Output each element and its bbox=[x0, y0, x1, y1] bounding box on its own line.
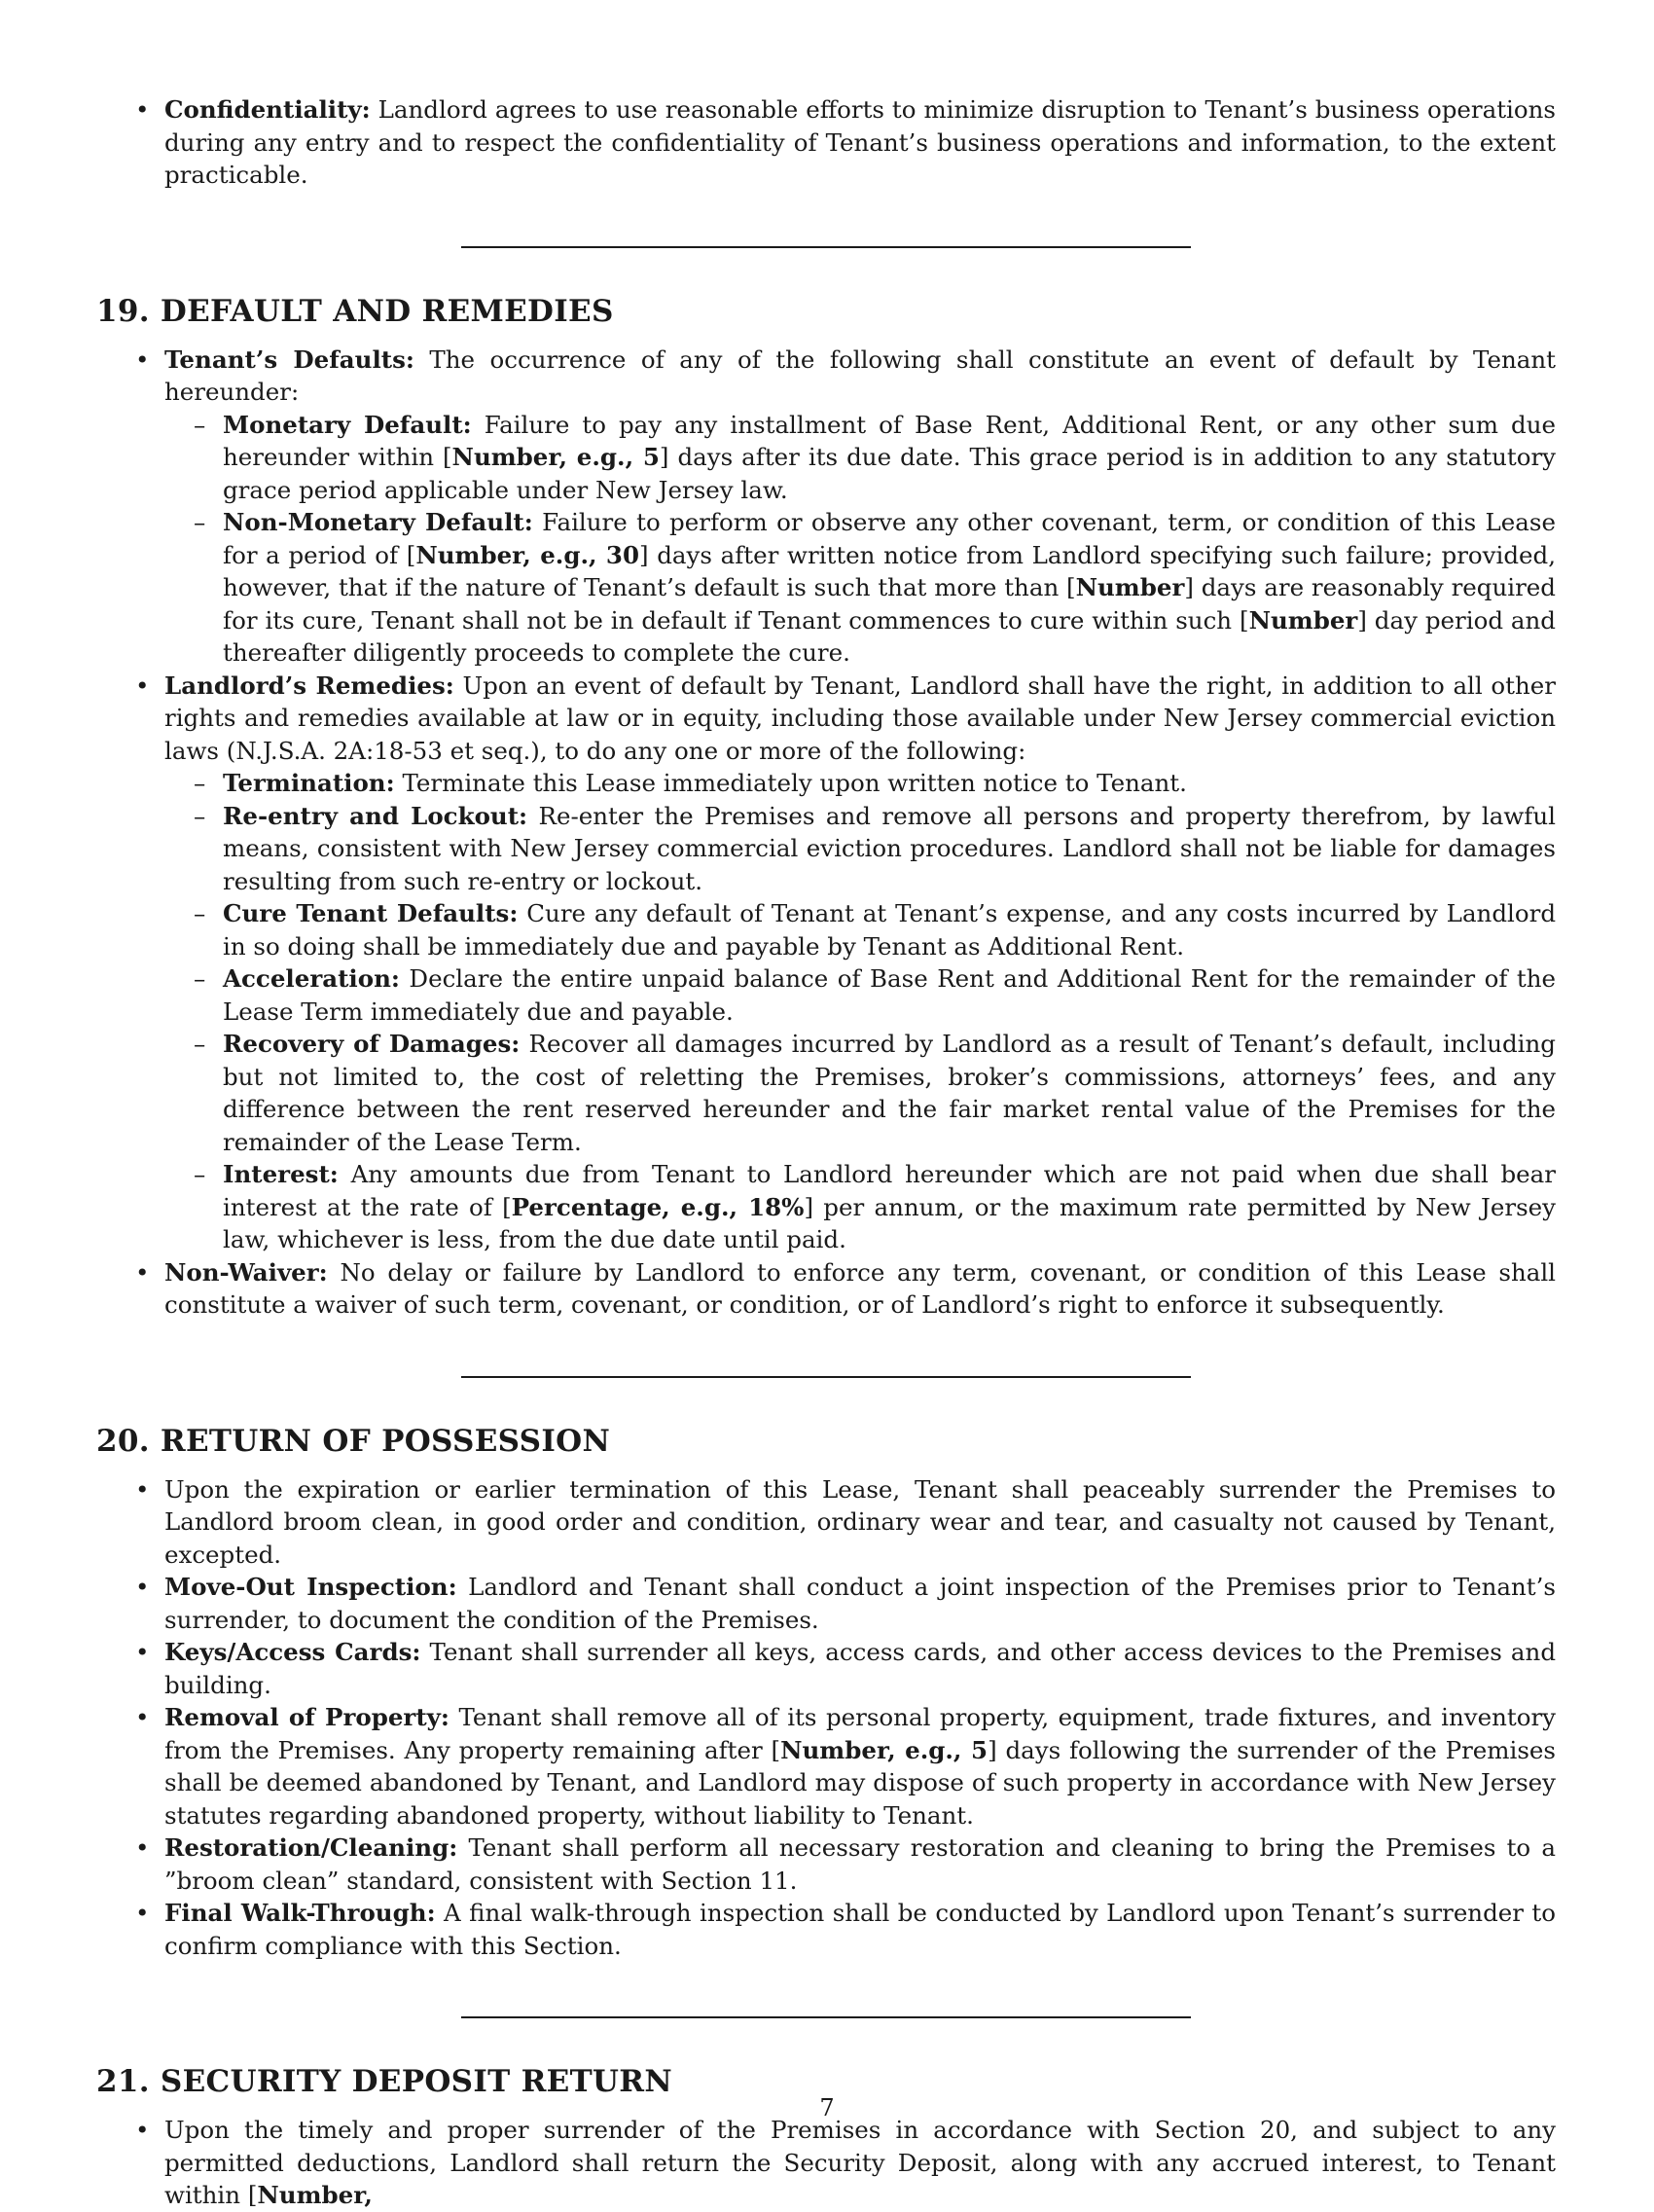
placeholder-field: Number, e.g., 5 bbox=[780, 1735, 989, 1764]
section-20-list bbox=[96, 1473, 1556, 1963]
clause-text: Re-enter the Premises and remove all persons and property therefrom, by lawful means, consistent with New Jersey commercial eviction procedures. Landlord shall not be liable for damages resulting from such re-entry or lockout. bbox=[223, 801, 1556, 895]
list-item bbox=[96, 344, 1556, 670]
section-heading-20: 20. RETURN OF POSSESSION bbox=[96, 1423, 611, 1459]
term-label: Re-entry and Lockout: bbox=[223, 801, 528, 830]
section-heading-21: 21. SECURITY DEPOSIT RETURN bbox=[96, 2064, 672, 2099]
placeholder-field: Number bbox=[1075, 573, 1185, 601]
clause-text: ] day period and thereafter diligently proceeds to complete the cure. bbox=[223, 605, 1556, 667]
term-label: Non-Waiver: bbox=[164, 1257, 328, 1287]
section-heading-19: 19. DEFAULT AND REMEDIES bbox=[96, 293, 614, 329]
sub-list-item bbox=[164, 767, 1556, 800]
clause-text: Upon the expiration or earlier termination of this Lease, Tenant shall peaceably surrender the Premises to Landlord broom clean, in good order and condition, ordinary wear and tear, and casualty not caused by Tenant, excepted. bbox=[164, 1474, 1556, 1569]
confidentiality-list bbox=[96, 93, 1556, 192]
section-divider bbox=[461, 1376, 1191, 1378]
term-label: Move-Out Inspection: bbox=[164, 1573, 457, 1601]
clause-text: Terminate this Lease immediately upon written notice to Tenant. bbox=[402, 769, 1187, 797]
list-item bbox=[96, 1636, 1556, 1701]
clause-text: ] days after written notice from Landlord specifying such failure; provided, however, that if the nature of Tenant’s default is such that more than [ bbox=[223, 540, 1557, 601]
clause-text: Tenant shall surrender all keys, access cards, and other access devices to the Premises and building. bbox=[164, 1638, 1557, 1699]
list-item bbox=[96, 1831, 1556, 1897]
term-label: Monetary Default: bbox=[223, 410, 472, 439]
sub-list-item bbox=[164, 506, 1556, 670]
sub-list bbox=[164, 767, 1556, 1256]
sub-list-item bbox=[164, 962, 1556, 1028]
clause-text: ] days are reasonably required for its cure, Tenant shall not be in default if Tenant commences to cure within such [ bbox=[223, 573, 1556, 635]
clause-text: Landlord agrees to use reasonable efforts to minimize disruption to Tenant’s business operations during any entry and to respect the confidentiality of Tenant’s business operations and information, to the extent practicable. bbox=[164, 95, 1556, 189]
term-label: Removal of Property: bbox=[164, 1703, 449, 1731]
placeholder-field: Number, e.g., 30 bbox=[415, 540, 640, 569]
list-item bbox=[96, 2114, 1556, 2212]
placeholder-field: Number, bbox=[257, 2181, 373, 2209]
clause-text: Recover all damages incurred by Landlord as a result of Tenant’s default, including but not limited to, the cost of reletting the Premises, broker’s commissions, attorneys’ fees, and any difference between the rent reserved hereunder and the fair market rental value of the Premises for the remainder of the Lease Term. bbox=[223, 1030, 1556, 1156]
list-item bbox=[96, 670, 1556, 1256]
sub-list bbox=[164, 409, 1556, 670]
clause-text: ] per annum, or the maximum rate permitted by New Jersey law, whichever is less, from the due date until paid. bbox=[223, 1192, 1556, 1253]
list-item bbox=[96, 1256, 1556, 1322]
clause-text: A final walk-through inspection shall be conducted by Landlord upon Tenant’s surrender to confirm compliance with this Section. bbox=[164, 1899, 1556, 1960]
clause-text: Declare the entire unpaid balance of Base Rent and Additional Rent for the remainder of the Lease Term immediately due and payable. bbox=[223, 964, 1556, 1026]
sub-list-item bbox=[164, 800, 1556, 898]
clause-text: Tenant shall remove all of its personal property, equipment, trade fixtures, and inventory from the Premises. Any property remaining after [ bbox=[164, 1703, 1557, 1764]
clause-text: The occurrence of any of the following shall constitute an event of default by Tenant hereunder: bbox=[164, 344, 1556, 406]
term-label: Landlord’s Remedies: bbox=[164, 671, 454, 700]
term-label: Cure Tenant Defaults: bbox=[223, 899, 519, 927]
list-item bbox=[96, 1571, 1556, 1636]
sub-list-item bbox=[164, 409, 1556, 507]
term-label: Final Walk-Through: bbox=[164, 1899, 436, 1927]
clause-text: Tenant shall perform all necessary restoration and cleaning to bring the Premises to a ”broom clean” standard, consistent with Section 11. bbox=[164, 1833, 1556, 1895]
list-item bbox=[96, 1897, 1556, 1962]
sub-list-item bbox=[164, 1158, 1556, 1256]
clause-text: Failure to pay any installment of Base Rent, Additional Rent, or any other sum due hereunder within [ bbox=[223, 410, 1556, 471]
section-19-list bbox=[96, 344, 1556, 1322]
section-divider bbox=[461, 2016, 1191, 2018]
list-item bbox=[96, 1473, 1556, 1572]
placeholder-field: Number, e.g., 5 bbox=[451, 443, 660, 471]
clause-text: ] days following the surrender of the Premises shall be deemed abandoned by Tenant, and Landlord may dispose of such property in accordance with New Jersey statutes regarding abandoned property, without liability to Tenant. bbox=[164, 1735, 1556, 1830]
clause-text: Landlord and Tenant shall conduct a joint inspection of the Premises prior to Tenant’s surrender, to document the condition of the Premises. bbox=[164, 1573, 1556, 1634]
term-label: Tenant’s Defaults: bbox=[164, 344, 414, 374]
term-label: Termination: bbox=[223, 769, 395, 797]
placeholder-field: Number bbox=[1248, 605, 1358, 635]
sub-list-item bbox=[164, 897, 1556, 962]
clause-text: Failure to perform or observe any other covenant, term, or condition of this Lease for a period of [ bbox=[223, 508, 1556, 569]
page-number: 7 bbox=[819, 2094, 835, 2121]
term-label: Interest: bbox=[223, 1160, 339, 1188]
list-item bbox=[96, 93, 1556, 192]
term-label: Confidentiality: bbox=[164, 95, 371, 124]
term-label: Keys/Access Cards: bbox=[164, 1638, 421, 1666]
placeholder-field: Percentage, e.g., 18% bbox=[511, 1192, 805, 1221]
clause-text: No delay or failure by Landlord to enforce any term, covenant, or condition of this Lease shall constitute a waiver of such term, covenant, or condition, or of Landlord’s right to enforce it subsequently. bbox=[164, 1257, 1556, 1319]
section-21-list bbox=[96, 2114, 1556, 2212]
term-label: Restoration/Cleaning: bbox=[164, 1833, 458, 1862]
clause-text: Any amounts due from Tenant to Landlord hereunder which are not paid when due shall bear interest at the rate of [ bbox=[223, 1160, 1556, 1221]
term-label: Acceleration: bbox=[223, 964, 400, 993]
list-item bbox=[96, 1701, 1556, 1831]
clause-text: Upon the timely and proper surrender of the Premises in accordance with Section 20, and subject to any permitted deductions, Landlord shall return the Security Deposit, along with any accrued interest, to Tenant within [ bbox=[164, 2116, 1556, 2209]
clause-text: ] days after its due date. This grace period is in addition to any statutory grace period applicable under New Jersey law. bbox=[223, 443, 1557, 504]
clause-text: Cure any default of Tenant at Tenant’s expense, and any costs incurred by Landlord in so doing shall be immediately due and payable by Tenant as Additional Rent. bbox=[223, 899, 1557, 961]
section-divider bbox=[461, 246, 1191, 248]
term-label: Recovery of Damages: bbox=[223, 1030, 521, 1058]
document-body bbox=[96, 93, 1556, 2212]
term-label: Non-Monetary Default: bbox=[223, 508, 533, 536]
sub-list-item bbox=[164, 1028, 1556, 1158]
clause-text: Upon an event of default by Tenant, Landlord shall have the right, in addition to all other rights and remedies available at law or in equity, including those available under New Jersey commercial eviction laws (N.J.S.A. 2A:18-53 et seq.), to do any one or more of the following: bbox=[164, 671, 1556, 765]
